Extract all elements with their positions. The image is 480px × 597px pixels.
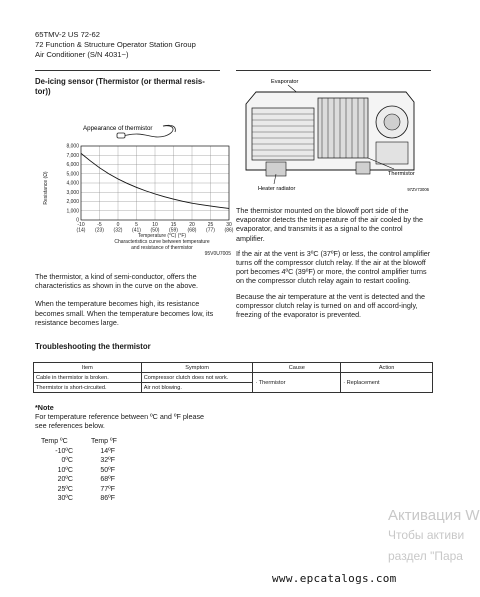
y-tick-label: 1,000 bbox=[66, 208, 79, 215]
temp-f: 32ºF bbox=[100, 457, 115, 464]
temp-row bbox=[35, 485, 195, 495]
temp-f: 77ºF bbox=[100, 485, 115, 493]
header-rule-right bbox=[236, 70, 431, 71]
x-tick-label-c: 20 bbox=[189, 222, 195, 228]
deicing-title-line2: tor)) bbox=[35, 87, 51, 96]
chart-svg bbox=[35, 110, 235, 260]
label-evaporator: Evaporator bbox=[271, 79, 299, 85]
activation-watermark-line1: Активация W bbox=[388, 507, 480, 524]
x-tick-label-c: -10 bbox=[77, 222, 85, 228]
note-title: *Note bbox=[35, 403, 54, 412]
chart-ylabel: Resistance (Ω) bbox=[43, 171, 49, 205]
x-tick-label-f: (68) bbox=[187, 227, 197, 234]
activation-watermark-line3: раздел "Пара bbox=[388, 549, 463, 563]
temp-header-row bbox=[35, 437, 195, 447]
cause-cell: · Thermistor bbox=[253, 373, 341, 393]
x-tick-label-c: -5 bbox=[97, 222, 102, 228]
x-tick-label-f: (77) bbox=[206, 227, 215, 234]
temp-row bbox=[35, 466, 195, 476]
x-tick-label-f: (23) bbox=[95, 227, 104, 234]
x-tick-label-c: 10 bbox=[152, 222, 158, 228]
temp-c: -10ºC bbox=[55, 447, 73, 455]
x-tick-label-c: 15 bbox=[170, 222, 177, 228]
header-cause: Cause bbox=[253, 363, 341, 373]
troubleshooting-title: Troubleshooting the thermistor bbox=[35, 342, 151, 351]
troubleshooting-table bbox=[33, 362, 433, 393]
temp-header-c: Temp ºC bbox=[41, 438, 68, 445]
row2-item: Thermistor is short-circuited. bbox=[34, 383, 142, 393]
table-row bbox=[34, 373, 433, 383]
temp-row bbox=[35, 447, 195, 457]
x-tick-label-f: (86) bbox=[224, 227, 234, 234]
header-action: Action bbox=[341, 363, 433, 373]
y-tick-label: 2,000 bbox=[66, 199, 79, 206]
right-paragraph-3: Because the air temperature at the vent is detected and the compressor clutch relay is turned on and off accord-ingly, freezing of the evaporator is prevented. bbox=[236, 291, 425, 320]
chart-grid bbox=[81, 146, 229, 220]
temp-row bbox=[35, 456, 195, 466]
x-tick-label-f: (14) bbox=[76, 227, 86, 234]
right-paragraph-2: If the air at the vent is 3ºC (37ºF) or less, the control amplifier turns off the compressor clutch relay. If the air at the blowoff port becomes 4ºC (39ºF) or more, the control amplifier turns on the compressor clutch relay again to restart cooling. bbox=[236, 248, 431, 286]
note-line2: see references below. bbox=[35, 421, 105, 431]
left-paragraph-1: The thermistor, a kind of semi-conductor, offers the characteristics as shown in the curve on the above. bbox=[35, 272, 199, 291]
note-block bbox=[35, 403, 275, 431]
left-column-text bbox=[35, 272, 225, 327]
temp-row bbox=[35, 494, 195, 504]
y-tick-label: 3,000 bbox=[66, 189, 79, 196]
y-tick-label: 6,000 bbox=[66, 162, 79, 169]
right-column-text bbox=[236, 206, 432, 319]
activation-watermark-line2: Чтобы активи bbox=[388, 528, 465, 542]
y-tick-label: 0 bbox=[76, 217, 79, 224]
chart-title: Appearance of thermistor bbox=[83, 125, 153, 132]
action-cell: · Replacement bbox=[341, 373, 433, 393]
header-rule-left bbox=[35, 70, 220, 71]
deicing-title bbox=[35, 77, 225, 97]
evaporator-drawing bbox=[236, 74, 432, 196]
y-tick-label: 5,000 bbox=[66, 171, 79, 178]
doc-header-subsection: Air Conditioner (S/N 4031~) bbox=[35, 50, 129, 59]
right-paragraph-1: The thermistor mounted on the blowoff port side of the evaporator detects the temperature of the air cooled by the evaporator, and transmits it as a signal to the control amplifier. bbox=[236, 206, 423, 243]
x-tick-label-c: 30 bbox=[226, 222, 232, 228]
temp-f: 86ºF bbox=[100, 495, 115, 502]
note-line1: For temperature reference between ºC and ºF please bbox=[35, 412, 205, 422]
temp-header-f: Temp ºF bbox=[90, 438, 117, 445]
chart-code: 95V0U7005 bbox=[204, 251, 231, 257]
row1-symptom: Compressor clutch does not work. bbox=[141, 373, 253, 383]
site-watermark: www.epcatalogs.com bbox=[272, 572, 397, 585]
temp-c: 25ºC bbox=[57, 485, 73, 493]
temp-c: 10ºC bbox=[57, 466, 73, 474]
x-tick-label-f: (59) bbox=[169, 227, 178, 234]
x-tick-label-f: (32) bbox=[113, 227, 123, 234]
chart-xlabel: Temperature (°C) (°F) bbox=[137, 233, 187, 239]
label-thermistor: Thermistor bbox=[388, 171, 415, 177]
header-symptom: Symptom bbox=[141, 363, 253, 373]
temp-f: 50ºF bbox=[100, 466, 115, 474]
x-tick-label-c: 0 bbox=[116, 222, 120, 228]
temp-row bbox=[35, 475, 195, 485]
x-tick-label-f: (50) bbox=[150, 227, 160, 234]
header-item: Item bbox=[34, 363, 142, 373]
deicing-title-line1: De-icing sensor (Thermistor (or thermal resis- bbox=[35, 77, 205, 86]
x-tick-label-f: (41) bbox=[132, 227, 141, 234]
left-paragraph-2: When the temperature becomes high, its resistance becomes small. When the temperature becomes low, its resistance becomes large. bbox=[35, 299, 214, 327]
temp-c: 30ºC bbox=[57, 495, 73, 502]
figure-code: 97ZV73006 bbox=[407, 187, 429, 192]
doc-header-section: 72 Function & Structure Operator Station Group bbox=[35, 40, 196, 49]
temp-c: 20ºC bbox=[57, 476, 73, 483]
evaporator-figure bbox=[236, 74, 432, 196]
temp-f: 14ºF bbox=[100, 447, 115, 455]
y-tick-label: 4,000 bbox=[66, 180, 79, 187]
chart-caption-line2: and resistance of thermistor bbox=[131, 245, 193, 251]
row1-item: Cable in thermistor is broken. bbox=[34, 373, 142, 383]
table-header-row bbox=[34, 363, 433, 373]
chart-caption-line1: Characteristics curve between temperature bbox=[114, 239, 210, 245]
temp-c: 0ºC bbox=[61, 457, 73, 464]
x-tick-label-c: 25 bbox=[207, 222, 214, 228]
doc-header-code: 65TMV-2 US 72-62 bbox=[35, 30, 100, 39]
y-tick-label: 8,000 bbox=[66, 143, 79, 150]
y-tick-label: 7,000 bbox=[66, 152, 79, 159]
row2-symptom: Air not blowing. bbox=[141, 383, 253, 393]
chart-axes bbox=[66, 144, 233, 234]
label-heater-radiator: Heater radiator bbox=[258, 186, 296, 192]
thermistor-chart bbox=[35, 110, 235, 260]
temp-f: 68ºF bbox=[100, 476, 115, 483]
x-tick-label-c: 5 bbox=[135, 222, 138, 228]
temp-conversion-table bbox=[35, 437, 195, 504]
watermark-clip bbox=[400, 505, 466, 565]
